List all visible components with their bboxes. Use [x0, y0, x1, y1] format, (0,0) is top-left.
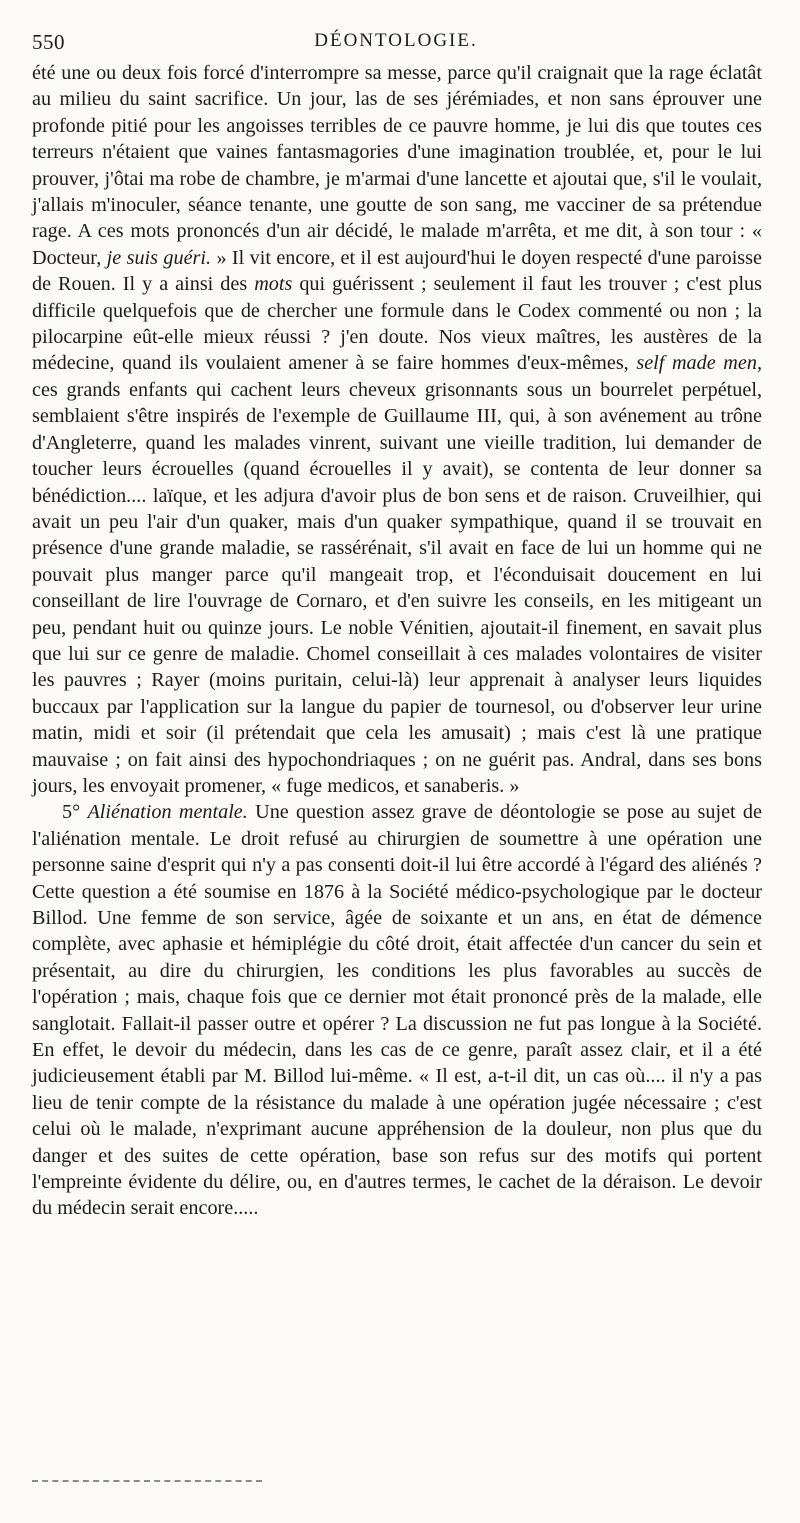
- italic-text: mots: [254, 273, 293, 296]
- text-run: qui guérissent ; seulement il faut les trouver ; c'est plus difficile quelquefois que de chercher une formule dans le Codex commenté ou non ; la pilocarpine eût-elle mieux réussi ? j'en doute. Nos vieux maîtres, les austères de la médecine, quand ils voulaient amener à se faire hommes d'eux-mêmes,: [32, 273, 762, 375]
- text-run: » Il vit encore, et il est aujourd'hui le doyen respecté d'une paroisse de Rouen. Il y a ainsi des: [32, 246, 762, 296]
- page-number: 550: [32, 30, 65, 54]
- running-title: DÉONTOLOGIE.: [314, 30, 478, 51]
- paragraph: [32, 799, 762, 1222]
- body-text: [32, 60, 762, 1222]
- italic-text: self made men,: [636, 352, 762, 375]
- footer-rule: [32, 1480, 262, 1482]
- italic-text: je suis guéri.: [106, 246, 212, 269]
- italic-text: Aliénation mentale.: [87, 801, 248, 824]
- page-header: [32, 30, 760, 56]
- text-run: été une ou deux fois forcé d'interrompre sa messe, parce qu'il craignait que la rage éclatât au milieu du saint sacrifice. Un jour, las de ses jérémiades, et non sans éprouver une profonde pitié pour les angoisses terribles de ce pauvre homme, je lui dis que toutes ces terreurs n'étaient que vaines fantasmagories d'une imagination troublée, et, pour le lui prouver, j'ôtai ma robe de chambre, je m'armai d'une lancette et ajoutai que, s'il le voulait, j'allais m'inoculer, séance tenante, une goutte de son sang, me vacciner de sa prétendue rage. A ces mots prononcés d'un air décidé, le malade m'arrêta, et me dit, à son tour : « Docteur,: [32, 62, 762, 269]
- text-run: ces grands enfants qui cachent leurs cheveux grisonnants sous un bourrelet perpétuel, semblaient s'être inspirés de l'exemple de Guillaume III, qui, à son avénement au trône d'Angleterre, quand les malades vinrent, suivant une vieille tradition, lui demander de toucher leurs écrouelles (quand écrouelles il y avait), se contenta de leur donner sa bénédiction.... laïque, et les adjura d'avoir plus de bon sens et de raison. Cruveilhier, qui avait un peu l'air d'un quaker, mais d'un quaker sympathique, quand il se trouvait en présence d'une grande maladie, se rassérénait, s'il avait en face de lui un homme qui ne pouvait plus manger parce qu'il mangeait trop, et l'éconduisait doucement en lui conseillant de lire l'ouvrage de Cornaro, et d'en suivre les conseils, en les mitigeant un peu, pendant huit ou quinze jours. Le noble Vénitien, ajoutait-il finement, en savait plus que lui sur ce genre de maladie. Chomel conseillait à ces malades volontaires de visiter les pauvres ; Rayer (moins puritain, celui-là) leur apprenait à analyser leurs liquides buccaux par l'application sur la langue du papier de tournesol, ou d'observer leur urine matin, midi et soir (il prétendait que cela les amusait) ; mais c'est là une pratique mauvaise ; on fait ainsi des hypochondriaques ; on ne guérit pas. Andral, dans ses bons jours, les envoyait promener, « fuge medicos, et sanaberis. »: [32, 378, 762, 797]
- text-run: Une question assez grave de déontologie se pose au sujet de l'aliénation mentale. Le droit refusé au chirurgien de soumettre à une opération une personne saine d'esprit qui n'y a pas consenti doit-il lui être accordé à l'égard des aliénés ? Cette question a été soumise en 1876 à la Société médico-psychologique par le docteur Billod. Une femme de son service, âgée de soixante et un ans, en état de démence complète, avec aphasie et hémiplégie du côté droit, était affectée d'un cancer du sein et présentait, au dire du chirurgien, les conditions les plus favorables au succès de l'opération ; mais, chaque fois que ce dernier mot était prononcé près de la malade, elle sanglotait. Fallait-il passer outre et opérer ? La discussion ne fut pas longue à la Société. En effet, le devoir du médecin, dans les cas de ce genre, paraît assez clair, et il a été judicieusement établi par M. Billod lui-même. « Il est, a-t-il dit, un cas où.... il n'y a pas lieu de tenir compte de la résistance du malade à une opération jugée nécessaire ; c'est celui où le malade, n'exprimant aucune appréhension de la douleur, non plus que du danger et des suites de cette opération, base son refus sur des motifs qui portent l'empreinte évidente du délire, ou, en d'autres termes, le cachet de la déraison. Le devoir du médecin serait encore.....: [32, 801, 762, 1220]
- text-run: 5°: [62, 801, 88, 824]
- paragraph: [32, 60, 762, 799]
